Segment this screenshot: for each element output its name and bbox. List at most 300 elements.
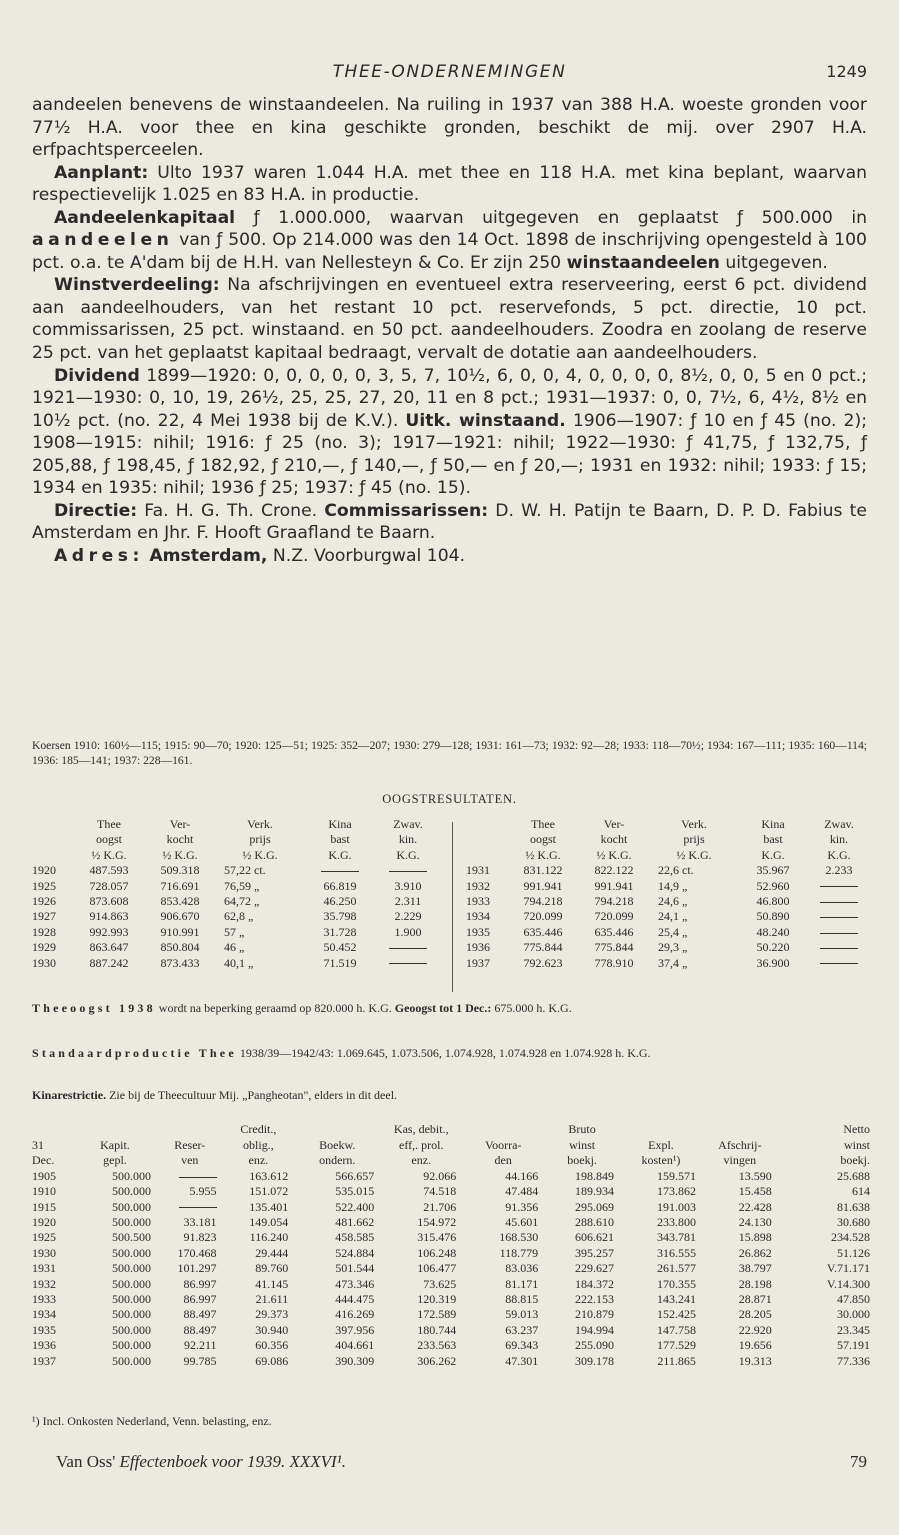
table-cell: 501.544 bbox=[335, 1261, 375, 1276]
table-cell: 22.920 bbox=[738, 1322, 772, 1337]
fin-row bbox=[32, 1354, 870, 1369]
table-cell: 47.850 bbox=[837, 1292, 870, 1307]
table-cell: 3.910 bbox=[394, 878, 422, 893]
table-cell: 831.122 bbox=[523, 863, 563, 878]
kinarestrictie-note bbox=[32, 1088, 867, 1103]
table-cell: 180.744 bbox=[417, 1322, 457, 1337]
table-cell: 1936 bbox=[32, 1338, 56, 1353]
table-cell: 887.242 bbox=[89, 955, 129, 970]
column-header: prijs bbox=[249, 832, 271, 847]
company-description bbox=[32, 94, 867, 567]
table-cell: 21.611 bbox=[255, 1292, 289, 1307]
table-cell: 822.122 bbox=[594, 863, 634, 878]
column-header: kosten¹) bbox=[641, 1153, 681, 1168]
table-cell: 1925 bbox=[32, 878, 56, 893]
table-cell: 211.865 bbox=[657, 1353, 696, 1368]
table-cell: 168.530 bbox=[499, 1230, 539, 1245]
column-header: Afschrij- bbox=[718, 1137, 762, 1152]
table-cell: 28.198 bbox=[738, 1276, 772, 1291]
table-cell: 21.706 bbox=[423, 1199, 457, 1214]
table-cell: 60.356 bbox=[255, 1338, 289, 1353]
dash-mark bbox=[820, 948, 858, 949]
column-header bbox=[462, 1122, 544, 1138]
dash-mark bbox=[820, 917, 858, 918]
paragraph-winstverdeeling bbox=[32, 274, 867, 364]
table-cell: 41.145 bbox=[255, 1276, 289, 1291]
table-cell: 35.967 bbox=[756, 863, 790, 878]
table-cell: 500.000 bbox=[111, 1353, 151, 1368]
column-header: Verk. bbox=[681, 817, 707, 831]
oogst-right-row bbox=[466, 925, 872, 940]
table-cell: 487.593 bbox=[89, 863, 129, 878]
table-cell: 635.446 bbox=[523, 924, 563, 939]
table-cell: 500.000 bbox=[111, 1245, 151, 1260]
table-cell: 26.862 bbox=[738, 1245, 772, 1260]
table-cell: 1933 bbox=[32, 1292, 56, 1307]
column-header: Thee bbox=[531, 817, 555, 831]
table-cell: 189.934 bbox=[574, 1184, 614, 1199]
table-cell: 22,6 ct. bbox=[658, 863, 694, 878]
table-cell: 614 bbox=[852, 1184, 870, 1199]
table-cell: 792.623 bbox=[523, 955, 563, 970]
fin-row bbox=[32, 1169, 870, 1184]
column-header: eff,. prol. bbox=[399, 1137, 444, 1152]
column-header: Reser- bbox=[174, 1137, 206, 1152]
column-header: ½ K.G. bbox=[676, 847, 712, 862]
column-header bbox=[157, 1122, 223, 1138]
fin-row bbox=[32, 1307, 870, 1322]
dash-mark bbox=[179, 1177, 217, 1178]
table-cell: 500.000 bbox=[111, 1292, 151, 1307]
table-cell: 5.955 bbox=[189, 1184, 217, 1199]
table-cell: 30.680 bbox=[837, 1215, 870, 1229]
column-header: kocht bbox=[166, 832, 194, 847]
table-cell: 177.529 bbox=[656, 1338, 696, 1353]
footer-edition: Effectenboek voor 1939. XXXVI¹. bbox=[119, 1452, 347, 1471]
table-cell: 50.890 bbox=[756, 909, 790, 924]
fin-header-row bbox=[32, 1153, 870, 1169]
table-cell: 566.657 bbox=[335, 1168, 375, 1183]
table-cell: 48.240 bbox=[756, 924, 790, 939]
column-header: ½ K.G. bbox=[91, 847, 127, 862]
table-cell: 149.054 bbox=[249, 1215, 289, 1229]
table-cell: 873.608 bbox=[89, 894, 129, 909]
fin-row bbox=[32, 1200, 870, 1215]
table-cell: 66.819 bbox=[323, 878, 357, 893]
table-cell: 500.000 bbox=[111, 1168, 151, 1183]
table-cell: 2.229 bbox=[394, 909, 422, 924]
table-cell: 775.844 bbox=[594, 940, 634, 955]
fin-row bbox=[32, 1230, 870, 1245]
column-header: ½ K.G. bbox=[162, 847, 198, 862]
label-adres: Adres: bbox=[54, 545, 144, 566]
table-cell: 170.468 bbox=[177, 1245, 217, 1260]
oogst-left-row bbox=[32, 956, 442, 971]
table-cell: 444.475 bbox=[335, 1292, 375, 1307]
table-cell: 778.910 bbox=[594, 955, 634, 970]
table-cell: 33.181 bbox=[183, 1215, 217, 1229]
table-cell: 118.779 bbox=[499, 1245, 539, 1260]
column-header: Voorra- bbox=[484, 1137, 522, 1152]
label-kinarestrictie: Kinarestrictie. bbox=[32, 1088, 107, 1102]
table-cell: 88.497 bbox=[183, 1307, 217, 1322]
table-cell: 1934 bbox=[32, 1307, 56, 1322]
column-header: K.G. bbox=[761, 847, 785, 862]
table-cell: 728.057 bbox=[89, 878, 129, 893]
table-cell: 255.090 bbox=[574, 1338, 614, 1353]
column-header: Ver- bbox=[169, 817, 191, 831]
table-cell: 500.000 bbox=[111, 1276, 151, 1291]
table-cell: 991.941 bbox=[523, 878, 563, 893]
dash-mark bbox=[389, 963, 427, 964]
koersen-text: Koersen 1910: 160½—115; 1915: 90—70; 1920: 125—51; 1925: 352—207; 1930: 279—128; 1931: 161—73; 1932: 92—28; 1933: 118—70½; 1934: 167—111; 1935: 160—114; 1936: 185—141; 1937: 228—161. bbox=[32, 739, 867, 767]
table-cell: 1920 bbox=[32, 863, 56, 878]
table-cell: 89.760 bbox=[255, 1261, 289, 1276]
table-cell bbox=[806, 940, 872, 955]
table-cell: 1931 bbox=[466, 863, 490, 878]
table-cell: 50.452 bbox=[323, 940, 357, 955]
text-kapitaal-c: uitgegeven. bbox=[719, 252, 828, 273]
table-cell: 46 „ bbox=[224, 940, 245, 955]
oogst-right-row bbox=[466, 894, 872, 909]
table-cell: 306.262 bbox=[417, 1353, 457, 1368]
table-cell: 106.477 bbox=[417, 1261, 457, 1276]
dash-mark bbox=[389, 871, 427, 872]
table-cell: 853.428 bbox=[160, 894, 200, 909]
table-cell: 35.798 bbox=[323, 909, 357, 924]
table-cell: V.71.171 bbox=[826, 1261, 870, 1276]
table-cell: 914.863 bbox=[89, 909, 129, 924]
table-cell: 191.003 bbox=[656, 1199, 696, 1214]
table-cell: 81.638 bbox=[837, 1199, 870, 1214]
column-header: Thee bbox=[97, 817, 121, 831]
text-standaardproductie: 1938/39—1942/43: 1.069.645, 1.073.506, 1.074.928, 1.074.928 en 1.074.928 h. K.G. bbox=[236, 1046, 651, 1060]
table-cell: 47.484 bbox=[505, 1184, 539, 1199]
fin-row bbox=[32, 1277, 870, 1292]
table-cell: 794.218 bbox=[594, 894, 634, 909]
table-cell: 1937 bbox=[466, 955, 490, 970]
paragraph-aanplant bbox=[32, 162, 867, 207]
table-cell: 1935 bbox=[466, 924, 490, 939]
table-cell: 15.898 bbox=[738, 1230, 772, 1245]
table-cell: 1910 bbox=[32, 1184, 56, 1199]
column-header: Zwav. bbox=[393, 817, 423, 831]
fin-header-row bbox=[32, 1138, 870, 1154]
table-cell: 198.849 bbox=[574, 1168, 614, 1183]
table-cell: 1933 bbox=[466, 894, 490, 909]
dash-mark bbox=[389, 948, 427, 949]
table-cell: 481.662 bbox=[335, 1215, 375, 1229]
table-cell: 170.355 bbox=[656, 1276, 696, 1291]
page-number: 1249 bbox=[826, 62, 867, 81]
table-cell: 1937 bbox=[32, 1353, 56, 1368]
table-cell: 1936 bbox=[466, 940, 490, 955]
table-cell: 910.991 bbox=[160, 924, 200, 939]
oogst-left-header-row bbox=[32, 832, 442, 847]
table-cell: 24,6 „ bbox=[658, 894, 688, 909]
fin-row bbox=[32, 1215, 870, 1230]
column-header bbox=[32, 1122, 73, 1138]
table-cell: 1935 bbox=[32, 1322, 56, 1337]
column-header bbox=[466, 817, 506, 832]
table-cell: 906.670 bbox=[160, 909, 200, 924]
table-cell: 863.647 bbox=[89, 940, 129, 955]
table-cell: 500.000 bbox=[111, 1215, 151, 1229]
table-cell: 1932 bbox=[466, 878, 490, 893]
table-cell: 46.250 bbox=[323, 894, 357, 909]
column-header: den bbox=[494, 1153, 512, 1168]
column-header bbox=[466, 832, 506, 847]
table-cell: 309.178 bbox=[574, 1353, 614, 1368]
fin-row bbox=[32, 1323, 870, 1338]
table-cell bbox=[806, 925, 872, 940]
table-cell: 57,22 ct. bbox=[224, 863, 266, 878]
table-cell: 59.013 bbox=[505, 1307, 539, 1322]
table-cell bbox=[374, 940, 442, 955]
table-cell: 635.446 bbox=[594, 924, 634, 939]
table-cell: 473.346 bbox=[335, 1276, 375, 1291]
table-cell: 500.000 bbox=[111, 1338, 151, 1353]
text-kapitaal-a: ƒ 1.000.000, waarvan uitgegeven en geplaatst ƒ 500.000 in bbox=[235, 207, 867, 228]
table-cell bbox=[806, 894, 872, 909]
oogst-left-header-row bbox=[32, 848, 442, 863]
text-geoogst: 675.000 h. K.G. bbox=[491, 1001, 572, 1015]
table-cell: 47.301 bbox=[505, 1353, 539, 1368]
table-cell: 91.356 bbox=[505, 1199, 539, 1214]
text-kapitaal-b: van ƒ 500. Op 214.000 was den 14 Oct. 1898 de inschrijving opengesteld à 100 pct. o.a. te A'dam bij de H.H. van Nellesteyn & Co. Er zijn 250 bbox=[32, 230, 867, 273]
paragraph-land: aandeelen benevens de winstaandeelen. Na ruiling in 1937 van 388 H.A. woeste gronden voor 77½ H.A. voor thee en kina geschikte gronden, beschikt de mij. over 2907 H.A. erfpachtsperceelen. bbox=[32, 95, 867, 161]
column-header: enz. bbox=[411, 1153, 432, 1168]
column-header: Ver- bbox=[603, 817, 625, 831]
table-cell: 1915 bbox=[32, 1199, 56, 1214]
table-cell: 316.555 bbox=[656, 1245, 696, 1260]
table-cell: 873.433 bbox=[160, 955, 200, 970]
column-header: ven bbox=[181, 1153, 199, 1168]
column-header: gepl. bbox=[103, 1153, 127, 1168]
table-cell: 91.823 bbox=[183, 1230, 217, 1245]
table-cell: 24.130 bbox=[738, 1215, 772, 1229]
table-cell: 1927 bbox=[32, 909, 56, 924]
table-cell: 151.072 bbox=[249, 1184, 289, 1199]
table-cell: 74.518 bbox=[423, 1184, 457, 1199]
table-cell: 57 „ bbox=[224, 924, 245, 939]
table-cell: 606.621 bbox=[574, 1230, 614, 1245]
column-header: boekj. bbox=[567, 1153, 597, 1168]
dash-mark bbox=[321, 871, 359, 872]
table-cell: 720.099 bbox=[523, 909, 563, 924]
table-cell: 120.319 bbox=[417, 1292, 457, 1307]
table-cell: 22.428 bbox=[738, 1199, 772, 1214]
table-cell: 81.171 bbox=[505, 1276, 539, 1291]
label-winstaandeelen: winstaandeelen bbox=[566, 252, 720, 273]
oogst-left-row bbox=[32, 894, 442, 909]
table-cell: 51.126 bbox=[837, 1245, 870, 1260]
table-cell bbox=[157, 1200, 223, 1215]
theeoogst-note bbox=[32, 1001, 867, 1016]
koersen-block bbox=[32, 738, 867, 768]
table-cell: 28.205 bbox=[738, 1307, 772, 1322]
running-head bbox=[32, 62, 867, 86]
column-header: vingen bbox=[723, 1153, 757, 1168]
table-cell: 173.862 bbox=[656, 1184, 696, 1199]
financial-table bbox=[32, 1122, 870, 1369]
table-cell: 794.218 bbox=[523, 894, 563, 909]
table-cell: 343.781 bbox=[656, 1230, 696, 1245]
label-geoogst: Geoogst tot 1 Dec.: bbox=[394, 1001, 492, 1015]
column-header bbox=[32, 848, 72, 863]
table-cell: 397.956 bbox=[335, 1322, 375, 1337]
footer-source bbox=[56, 1452, 346, 1472]
table-cell: 101.297 bbox=[177, 1261, 217, 1276]
table-cell: 395.257 bbox=[574, 1245, 614, 1260]
table-cell: 500.000 bbox=[111, 1199, 151, 1214]
column-header: Verk. bbox=[247, 817, 273, 831]
column-header: bast bbox=[330, 832, 350, 847]
text-theeoogst: wordt na beperking geraamd op 820.000 h. K.G. bbox=[155, 1001, 395, 1015]
fin-row bbox=[32, 1338, 870, 1353]
column-header: Netto bbox=[843, 1122, 870, 1137]
table-cell: 222.153 bbox=[574, 1292, 614, 1307]
table-cell: 500.000 bbox=[111, 1307, 151, 1322]
paragraph-adres bbox=[32, 545, 867, 568]
table-cell: 172.589 bbox=[417, 1307, 457, 1322]
table-cell: 23.345 bbox=[837, 1322, 870, 1337]
table-cell bbox=[374, 863, 442, 878]
table-cell: 62,8 „ bbox=[224, 909, 254, 924]
table-cell: 73.625 bbox=[423, 1276, 457, 1291]
table-cell: 152.425 bbox=[656, 1307, 696, 1322]
footer-sheet-number: 79 bbox=[850, 1452, 867, 1471]
oogst-right-header-row bbox=[466, 817, 872, 832]
column-header: winst bbox=[569, 1137, 596, 1152]
fin-row bbox=[32, 1292, 870, 1307]
table-cell: 458.585 bbox=[335, 1230, 375, 1245]
column-header: Kapit. bbox=[100, 1137, 130, 1152]
column-header: Kas, debit., bbox=[393, 1122, 449, 1137]
table-cell: 1929 bbox=[32, 940, 56, 955]
column-header: K.G. bbox=[827, 847, 851, 862]
standaardproductie-note bbox=[32, 1046, 867, 1061]
table-cell: 295.069 bbox=[574, 1199, 614, 1214]
column-header: prijs bbox=[683, 832, 705, 847]
table-cell bbox=[806, 879, 872, 894]
text-dividend-a: 1899—1920: 0, 0, 0, 0, 0, 3, 5, 7, 10½, 6, 0, 0, 4, 0, 0, 0, 0, 8½, 0, 0, 5 en 0 pct.; 1921—1930: 0, 10, 19, 26½, 25, 25, 27, 20, 11 en 8 pct.; 1931—1937: 0, 0, 7½, 6, 4½, 8½ en 10½ pct. (no. 22, 4 Mei 1938 bij de K.V.). bbox=[32, 365, 867, 431]
table-cell bbox=[806, 956, 872, 971]
table-cell: 524.884 bbox=[335, 1245, 375, 1260]
column-header bbox=[294, 1122, 380, 1138]
text-kinarestrictie: Zie bij de Theecultuur Mij. „Pangheotan", elders in dit deel. bbox=[106, 1088, 398, 1102]
label-theeoogst: Theeoogst 1938 bbox=[32, 1001, 156, 1015]
table-cell: 88.497 bbox=[183, 1322, 217, 1337]
label-winstverdeeling: Winstverdeeling: bbox=[54, 275, 220, 296]
table-cell: 57.191 bbox=[837, 1338, 870, 1353]
table-cell: 92.211 bbox=[183, 1338, 217, 1353]
spaced-aandeelen: aandeelen bbox=[32, 230, 174, 251]
column-header: oogst bbox=[529, 832, 556, 847]
oogst-left-header-row bbox=[32, 817, 442, 832]
text-directie: Fa. H. G. Th. Crone. bbox=[137, 500, 325, 521]
column-header: oogst bbox=[95, 832, 122, 847]
table-cell: 194.994 bbox=[574, 1322, 614, 1337]
table-cell: 29.444 bbox=[255, 1245, 289, 1260]
column-header: enz. bbox=[248, 1153, 269, 1168]
table-cell: 775.844 bbox=[523, 940, 563, 955]
column-header: oblig., bbox=[243, 1137, 274, 1152]
table-cell: 31.728 bbox=[323, 924, 357, 939]
dash-mark bbox=[820, 963, 858, 964]
table-cell: 45.601 bbox=[505, 1215, 539, 1229]
label-uitk-winstaand: Uitk. winstaand. bbox=[405, 410, 566, 431]
label-commissarissen: Commissarissen: bbox=[324, 500, 489, 521]
column-header: ½ K.G. bbox=[242, 847, 278, 862]
table-cell: 233.800 bbox=[656, 1215, 696, 1229]
oogst-right-row bbox=[466, 956, 872, 971]
oogst-left-row bbox=[32, 879, 442, 894]
paragraph-kapitaal bbox=[32, 207, 867, 275]
table-cell: 37,4 „ bbox=[658, 955, 688, 970]
table-cell: 99.785 bbox=[183, 1353, 217, 1368]
table-cell: 991.941 bbox=[594, 878, 634, 893]
table-cell: 184.372 bbox=[574, 1276, 614, 1291]
column-header bbox=[702, 1122, 778, 1138]
table-cell: 210.879 bbox=[574, 1307, 614, 1322]
table-cell: 76,59 „ bbox=[224, 878, 260, 893]
table-cell: 28.871 bbox=[738, 1292, 772, 1307]
table-cell: 163.612 bbox=[249, 1168, 289, 1183]
table-cell: 1934 bbox=[466, 909, 490, 924]
table-cell: 500.000 bbox=[111, 1261, 151, 1276]
table-cell: 535.015 bbox=[335, 1184, 375, 1199]
table-cell: 71.519 bbox=[323, 955, 357, 970]
label-standaardproductie: Standaardproductie Thee bbox=[32, 1046, 237, 1060]
label-amsterdam: Amsterdam, bbox=[149, 545, 268, 566]
column-header: boekj. bbox=[840, 1153, 870, 1168]
label-aandeelenkapitaal: Aandeelenkapitaal bbox=[54, 207, 236, 228]
table-cell: 2.233 bbox=[825, 863, 853, 878]
dash-mark bbox=[179, 1207, 217, 1208]
table-cell: 1926 bbox=[32, 894, 56, 909]
table-cell: 143.241 bbox=[656, 1292, 696, 1307]
running-head-title: THEE-ONDERNEMINGEN bbox=[332, 62, 567, 82]
footnote: ¹) Incl. Onkosten Nederland, Venn. belasting, enz. bbox=[32, 1414, 272, 1428]
table-cell: 88.815 bbox=[505, 1292, 539, 1307]
table-cell: 2.311 bbox=[394, 894, 422, 909]
column-header: kocht bbox=[600, 832, 628, 847]
table-cell: 69.086 bbox=[255, 1353, 289, 1368]
table-cell: 19.656 bbox=[738, 1338, 772, 1353]
table-cell: 92.066 bbox=[423, 1168, 457, 1183]
oogst-column-divider bbox=[452, 822, 453, 992]
table-cell: 1931 bbox=[32, 1261, 56, 1276]
column-header: ondern. bbox=[319, 1153, 356, 1168]
table-cell: 1930 bbox=[32, 1245, 56, 1260]
table-cell: 390.309 bbox=[335, 1353, 375, 1368]
table-cell: 25,4 „ bbox=[658, 924, 688, 939]
table-cell bbox=[374, 956, 442, 971]
text-dividend-b: 1906—1907: ƒ 10 en ƒ 45 (no. 2); 1908—1915: nihil; 1916: ƒ 25 (no. 3); 1917—1921: nihil; 1922—1930: ƒ 41,75, ƒ 132,75, ƒ 205,88, ƒ 198,45, ƒ 182,92, ƒ 210,—, ƒ 140,—, ƒ 50,— en ƒ 20,—; 1931 en 1932: nihil; 1933: ƒ 15; 1934 en 1935: nihil; 1936 ƒ 25; 1937: ƒ 45 (no. 15). bbox=[32, 410, 867, 499]
column-header: K.G. bbox=[396, 847, 420, 862]
table-cell: 46.800 bbox=[756, 894, 790, 909]
column-header bbox=[466, 848, 506, 863]
oogst-left-row bbox=[32, 940, 442, 955]
table-cell: 720.099 bbox=[594, 909, 634, 924]
label-directie: Directie: bbox=[54, 500, 138, 521]
table-cell: 234.528 bbox=[831, 1230, 870, 1245]
column-header: Bruto bbox=[568, 1122, 596, 1137]
table-cell: 1930 bbox=[32, 955, 56, 970]
table-cell: 522.400 bbox=[335, 1199, 375, 1214]
table-cell: 261.577 bbox=[656, 1261, 696, 1276]
